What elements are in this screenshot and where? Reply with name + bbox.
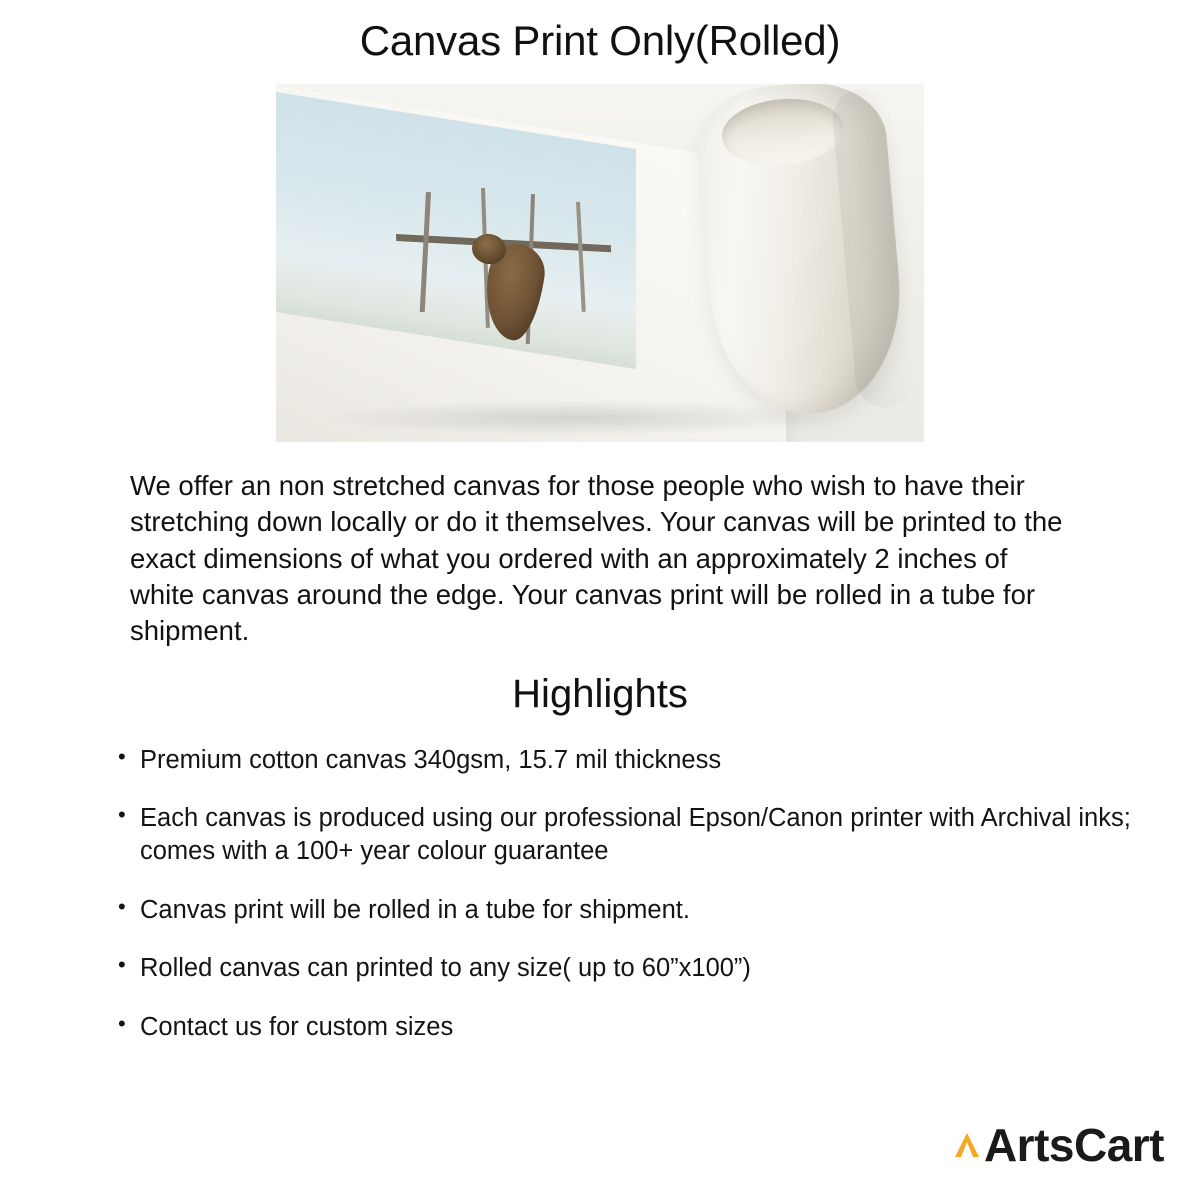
rolled-canvas-photo — [276, 84, 924, 442]
orange-triangle-a-icon — [952, 1130, 982, 1160]
highlights-heading: Highlights — [512, 671, 688, 716]
list-item: • Premium cotton canvas 340gsm, 15.7 mil thickness — [118, 744, 1140, 777]
drop-shadow — [316, 400, 836, 436]
highlights-list — [0, 744, 1200, 1044]
brand-logo — [952, 1118, 1164, 1172]
description-text: We offer an non stretched canvas for those people who wish to have their stretching down locally or do it themselves. Your canvas will be printed to the exact dimensions of what you ordered with an approximately 2 inches of white canvas around the edge. Your canvas print will be rolled in a tube for shipment. — [130, 470, 1063, 647]
list-item: • Rolled canvas can printed to any size( up to 60”x100”) — [118, 952, 1140, 985]
hero-image-container — [0, 84, 1200, 442]
page-title: Canvas Print Only(Rolled) — [359, 17, 841, 64]
list-item: • Canvas print will be rolled in a tube for shipment. — [118, 894, 1140, 927]
list-item: • Each canvas is produced using our professional Epson/Canon printer with Archival inks; comes with a 100+ year colour guarantee — [118, 802, 1140, 867]
brand-logo-text: ArtsCart — [983, 1119, 1164, 1171]
list-item: • Contact us for custom sizes — [118, 1011, 1140, 1044]
